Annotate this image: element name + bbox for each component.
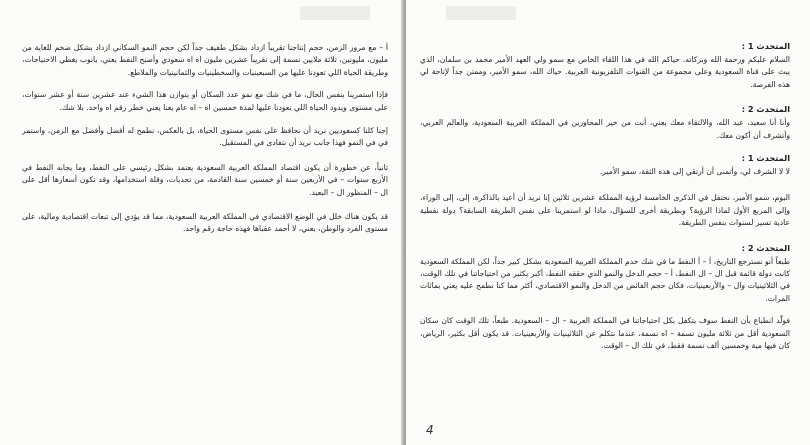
left-page: [0, 0, 404, 445]
dialogue-text: فولّد انطباع بأن النفط سوف يتكفل بكل احتياجاتنا في المملكة العربية – ال – السعودية. طبعاً، تلك الوقت كان سكان السعودية أقل من ثلاثة مليون نسمة – اه نسمة، عندما نتكلم عن الثلاثينيات والأربعينيات. قد يكون أقل بكثير، الرياض، كان فيها مية وخمسين ألف نسمة فقط، في تلك ال – الوقت.: [420, 316, 790, 351]
right-page: [406, 0, 810, 445]
speaker-label: المتحدث 1 :: [741, 41, 790, 51]
left-paragraph-3: إحنا كلنا كسعوديين نريد أن نحافظ على نفس مستوى الحياة، بل بالعكس، نطمح له أفضل وأفضل مع الزمن، واستمر في في النمو فهذا جانب نريد أن نتفادى في المستقبل.: [22, 126, 388, 148]
dialogue-text: اليوم، سمو الأمير، نحتفل في الذكرى الخامسة لرؤية المملكة عشرين ثلاثين إنا نريد أن أعيد بالذاكرة، إلى، إلى الوراء، وإلى المربع الأول لماذا الرؤية؟ وبطريقة أخرى للسؤال، ماذا لو استمرينا على نفس الطريقة السابقة؟ دولة نفطية عادية تسير لسنوات بنفس الطريقة.: [420, 193, 790, 228]
speaker-label: المتحدث 2 :: [741, 104, 790, 115]
speaker-label: المتحدث 1 :: [741, 153, 790, 164]
show-through-heading: [300, 6, 370, 20]
left-paragraph-4: ثانياً، عن خطورة أن يكون اقتصاد المملكة العربية السعودية يعتمد بشكل رئيسي على النفط، وما يجابه النفط في الأربع سنوات – في الأربعين سنة أو خمسين سنة القادمة، من تحديات، وقلة استخدامها، وقد تكون أسعارها أقل على ال – المنظور ال – البعيد.: [22, 162, 388, 197]
page-number: 4: [426, 423, 434, 437]
dialogue-text: طبعاً أنو نسترجع التاريخ، أ – أ النفط ما في شك خدم المملكة العربية السعودية بشكل كبير جداً، لكن المملكة السعودية كانت دولة قائمة قبل ال – ال النفط، أ – حجم الدخل والنمو الذي حققه النفط، أكبر بكثير من احتياجاتنا في تلك الوقت، في الثلاثينيات وال – والأربعينيات، فكان حجم الفائض من الدخل والنمو الاقتصادي، أكثر مما كنا نطمح عليه يعني بمائات المرات.: [420, 256, 790, 303]
left-paragraph-5: قد يكون هناك خلل في الوضع الاقتصادي في المملكة العربية السعودية، مما قد يؤدي إلى تبعات اقتصادية ومالية، على مستوى الفرد والوطن، يعني، لا أحمد عقباها فهذه حاجة رقم واحد.: [22, 212, 388, 234]
left-paragraph-2: فإذا استمرينا بنفس الحال، ما في شك مع نمو عدد السكان أو يتوازن هذا الشيء عند عشرين سنة أو عشر سنوات، على مستوى ويدود الحياة اللي تعودنا عليها لمدة خمسين اه – اه عام يعنا يعني خطر رقم اه واحد. بلا شك.: [22, 90, 388, 112]
dialogue-block: [420, 315, 790, 352]
dialogue-text: السلام عليكم ورحمة الله وبركاته. حياكم الله في هذا اللقاء الخاص مع سمو ولي العهد الأمير محمد بن سلمان، الذي يبث على قناة السعودية وعلى مجموعة من القنوات التلفزيونية العربية. حياك الله، سمو الأمير، وممتن جداً لإتاحة لي هذه الفرصة.: [420, 55, 790, 89]
show-through-heading: [446, 6, 516, 20]
dialogue-block: [420, 152, 790, 178]
dialogue-text: لا لا الشرف لي، وأتمنى أن أرتقي إلى هذه الثقة، سمو الأمير.: [599, 167, 790, 177]
dialogue-block: [420, 40, 790, 91]
dialogue-block: [420, 192, 790, 229]
dialogue-block: [420, 103, 790, 142]
dialogue-text: وأنا أنا سعيد، عبد الله، والالتقاء معك يعني، أنت من خير المحاورين في المملكة العربية السعودية، والعالم العربي، وأتشرف أن أكون معك.: [420, 118, 790, 140]
speaker-label: المتحدث 2 :: [741, 242, 790, 253]
dialogue-block: [420, 242, 790, 306]
left-paragraph-1: أ – مع مرور الزمن، حجم إنتاجنا تقريباً ازداد بشكل طفيف جداً لكن حجم النمو السكاني ازداد بشكل ضخم للغاية من مليون، مليونين، ثلاثة ملايين نسمة إلى تقريباً عشرين مليون اه اه سعودي وأصبح النفط يعني، يانوب يغطي الاحتياجات، وطريقة الحياة اللي تعودنا عليها من السبعينيات والسخطينيات والثمانينيات والملاطع.: [22, 43, 388, 77]
